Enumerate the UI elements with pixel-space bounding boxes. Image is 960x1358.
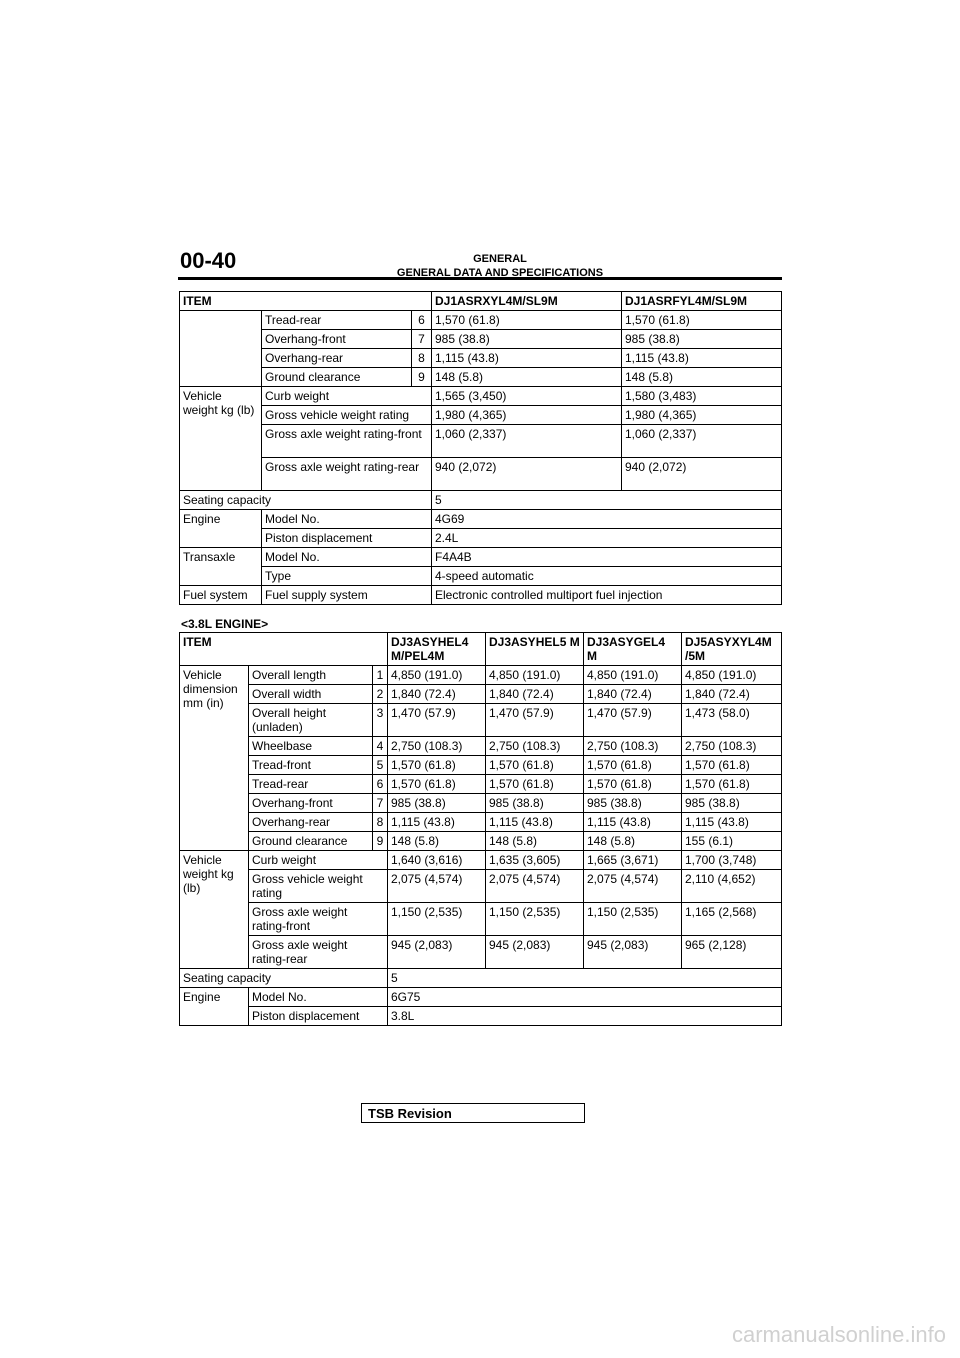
row-label: Wheelbase: [249, 737, 373, 756]
cell-value: 940 (2,072): [432, 458, 622, 491]
tsb-revision-box: TSB Revision: [361, 1103, 585, 1123]
row-number: 9: [373, 832, 388, 851]
cell-value: 985 (38.8): [682, 794, 782, 813]
cell-value: 1,115 (43.8): [432, 349, 622, 368]
cell-value: 945 (2,083): [584, 936, 682, 969]
cell-value: 2,750 (108.3): [584, 737, 682, 756]
cell-value: 1,570 (61.8): [584, 775, 682, 794]
table-row: [180, 349, 782, 368]
group-label: Engine: [180, 510, 262, 548]
table-row: [180, 567, 782, 586]
cell-value: 1,840 (72.4): [388, 685, 486, 704]
table-row: [180, 903, 782, 936]
col-header: DJ1ASRXYL4M/SL9M: [432, 292, 622, 311]
table-row: [180, 794, 782, 813]
row-label: Curb weight: [249, 851, 388, 870]
table-row: [180, 510, 782, 529]
table-row: [180, 936, 782, 969]
cell-value: 1,570 (61.8): [388, 775, 486, 794]
col-header: DJ1ASRFYL4M/SL9M: [622, 292, 782, 311]
cell-value: Electronic controlled multiport fuel injection: [432, 586, 782, 605]
spec-table-3-8l: [179, 632, 782, 1026]
cell-value: 1,570 (61.8): [682, 775, 782, 794]
table-row: [180, 756, 782, 775]
cell-value: 1,980 (4,365): [432, 406, 622, 425]
cell-value: 940 (2,072): [622, 458, 782, 491]
cell-value: 3.8L: [388, 1007, 782, 1026]
page-header: [380, 252, 620, 280]
cell-value: 1,570 (61.8): [682, 756, 782, 775]
row-label: Seating capacity: [180, 969, 388, 988]
row-number: 7: [412, 330, 432, 349]
cell-value: 5: [432, 491, 782, 510]
table-row: [180, 425, 782, 458]
cell-value: 945 (2,083): [486, 936, 584, 969]
row-label: Model No.: [262, 548, 432, 567]
cell-value: 985 (38.8): [486, 794, 584, 813]
table-row: [180, 1007, 782, 1026]
cell-value: 965 (2,128): [682, 936, 782, 969]
row-number: 3: [373, 704, 388, 737]
table-row: [180, 491, 782, 510]
cell-value: 985 (38.8): [388, 794, 486, 813]
cell-value: 1,115 (43.8): [388, 813, 486, 832]
cell-value: 1,840 (72.4): [584, 685, 682, 704]
table-row: [180, 813, 782, 832]
cell-value: 148 (5.8): [486, 832, 584, 851]
row-label: Tread-front: [249, 756, 373, 775]
cell-value: 148 (5.8): [388, 832, 486, 851]
table-row: [180, 311, 782, 330]
cell-value: 1,840 (72.4): [682, 685, 782, 704]
cell-value: 1,700 (3,748): [682, 851, 782, 870]
col-header-item: ITEM: [180, 633, 388, 666]
cell-value: 1,165 (2,568): [682, 903, 782, 936]
cell-value: 2,750 (108.3): [388, 737, 486, 756]
row-label: Overhang-rear: [262, 349, 412, 368]
row-label: Tread-rear: [262, 311, 412, 330]
row-label: Gross axle weight rating-rear: [249, 936, 388, 969]
row-label: Gross axle weight rating-rear: [262, 458, 432, 491]
row-label: Model No.: [262, 510, 432, 529]
row-label: Overhang-front: [249, 794, 373, 813]
section-title: GENERAL: [473, 253, 527, 265]
table-row: [180, 685, 782, 704]
cell-value: 4G69: [432, 510, 782, 529]
cell-value: 1,150 (2,535): [486, 903, 584, 936]
cell-value: 2,750 (108.3): [486, 737, 584, 756]
group-label: Vehicle weight kg (lb): [180, 387, 262, 491]
row-label: Gross vehicle weight rating: [249, 870, 388, 903]
cell-value: 985 (38.8): [622, 330, 782, 349]
cell-value: 1,470 (57.9): [584, 704, 682, 737]
cell-value: 4,850 (191.0): [388, 666, 486, 685]
cell-value: 1,580 (3,483): [622, 387, 782, 406]
cell-value: 1,570 (61.8): [584, 756, 682, 775]
cell-value: 6G75: [388, 988, 782, 1007]
table-row: [180, 704, 782, 737]
cell-value: 148 (5.8): [432, 368, 622, 387]
cell-value: 2.4L: [432, 529, 782, 548]
engine-subheading: <3.8L ENGINE>: [181, 617, 269, 631]
row-label: Curb weight: [262, 387, 432, 406]
group-label: Engine: [180, 988, 249, 1026]
row-number: 2: [373, 685, 388, 704]
row-label: Ground clearance: [249, 832, 373, 851]
row-label: Fuel supply system: [262, 586, 432, 605]
table-header-row: [180, 633, 782, 666]
spec-table-2-4l: [179, 291, 782, 605]
table-header-row: [180, 292, 782, 311]
table-row: [180, 406, 782, 425]
table-row: [180, 586, 782, 605]
row-label: Gross axle weight rating-front: [249, 903, 388, 936]
col-header: DJ3ASYHEL4 M/PEL4M: [388, 633, 486, 666]
cell-value: 1,980 (4,365): [622, 406, 782, 425]
row-label: Gross axle weight rating-front: [262, 425, 432, 458]
cell-value: 1,570 (61.8): [486, 775, 584, 794]
row-label: Piston displacement: [262, 529, 432, 548]
watermark: carmanualsonline.info: [731, 1322, 946, 1347]
row-label: Overhang-rear: [249, 813, 373, 832]
row-label: Seating capacity: [180, 491, 432, 510]
table-row: [180, 548, 782, 567]
row-label: Piston displacement: [249, 1007, 388, 1026]
cell-value: 2,075 (4,574): [388, 870, 486, 903]
cell-value: 985 (38.8): [432, 330, 622, 349]
cell-value: 1,470 (57.9): [486, 704, 584, 737]
cell-value: 1,665 (3,671): [584, 851, 682, 870]
row-number: 4: [373, 737, 388, 756]
table-row: [180, 832, 782, 851]
cell-value: 1,570 (61.8): [486, 756, 584, 775]
page-number: 00-40: [180, 248, 237, 273]
cell-value: 945 (2,083): [388, 936, 486, 969]
cell-value: 2,075 (4,574): [584, 870, 682, 903]
row-label: Gross vehicle weight rating: [262, 406, 432, 425]
row-number: 1: [373, 666, 388, 685]
table-row: [180, 387, 782, 406]
table-row: [180, 330, 782, 349]
group-cell: [180, 311, 262, 387]
col-header: DJ5ASYXYL4M /5M: [682, 633, 782, 666]
cell-value: 1,640 (3,616): [388, 851, 486, 870]
group-label: Fuel system: [180, 586, 262, 605]
cell-value: 1,473 (58.0): [682, 704, 782, 737]
row-label: Overall width: [249, 685, 373, 704]
cell-value: 1,115 (43.8): [486, 813, 584, 832]
cell-value: 1,115 (43.8): [584, 813, 682, 832]
table-row: [180, 870, 782, 903]
group-label: Vehicle weight kg (lb): [180, 851, 249, 969]
cell-value: 4-speed automatic: [432, 567, 782, 586]
cell-value: 155 (6.1): [682, 832, 782, 851]
cell-value: 1,570 (61.8): [622, 311, 782, 330]
table-row: [180, 851, 782, 870]
row-label: Ground clearance: [262, 368, 412, 387]
col-header-item: ITEM: [180, 292, 432, 311]
cell-value: 1,565 (3,450): [432, 387, 622, 406]
cell-value: 4,850 (191.0): [584, 666, 682, 685]
col-header: DJ3ASYHEL5 M: [486, 633, 584, 666]
table-row: [180, 737, 782, 756]
cell-value: 1,115 (43.8): [682, 813, 782, 832]
row-number: 7: [373, 794, 388, 813]
table-row: [180, 529, 782, 548]
cell-value: 2,110 (4,652): [682, 870, 782, 903]
group-label: Vehicle dimension mm (in): [180, 666, 249, 851]
cell-value: 5: [388, 969, 782, 988]
cell-value: 1,150 (2,535): [584, 903, 682, 936]
table-row: [180, 969, 782, 988]
cell-value: 148 (5.8): [584, 832, 682, 851]
row-number: 8: [412, 349, 432, 368]
cell-value: 1,635 (3,605): [486, 851, 584, 870]
cell-value: 1,060 (2,337): [622, 425, 782, 458]
table-row: [180, 775, 782, 794]
row-number: 9: [412, 368, 432, 387]
table-row: [180, 368, 782, 387]
row-number: 8: [373, 813, 388, 832]
cell-value: 1,570 (61.8): [432, 311, 622, 330]
cell-value: 2,750 (108.3): [682, 737, 782, 756]
row-label: Model No.: [249, 988, 388, 1007]
cell-value: 1,115 (43.8): [622, 349, 782, 368]
row-number: 6: [412, 311, 432, 330]
cell-value: 4,850 (191.0): [682, 666, 782, 685]
table-row: [180, 988, 782, 1007]
subsection-title: GENERAL DATA AND SPECIFICATIONS: [396, 267, 604, 279]
cell-value: F4A4B: [432, 548, 782, 567]
row-number: 6: [373, 775, 388, 794]
row-label: Overhang-front: [262, 330, 412, 349]
cell-value: 2,075 (4,574): [486, 870, 584, 903]
row-number: 5: [373, 756, 388, 775]
table-row: [180, 666, 782, 685]
cell-value: 1,060 (2,337): [432, 425, 622, 458]
cell-value: 1,150 (2,535): [388, 903, 486, 936]
row-label: Overall height (unladen): [249, 704, 373, 737]
cell-value: 985 (38.8): [584, 794, 682, 813]
row-label: Overall length: [249, 666, 373, 685]
cell-value: 1,840 (72.4): [486, 685, 584, 704]
cell-value: 1,570 (61.8): [388, 756, 486, 775]
cell-value: 4,850 (191.0): [486, 666, 584, 685]
table-row: [180, 458, 782, 491]
group-label: Transaxle: [180, 548, 262, 586]
row-label: Tread-rear: [249, 775, 373, 794]
header-rule: [178, 277, 782, 280]
cell-value: 148 (5.8): [622, 368, 782, 387]
cell-value: 1,470 (57.9): [388, 704, 486, 737]
col-header: DJ3ASYGEL4 M: [584, 633, 682, 666]
row-label: Type: [262, 567, 432, 586]
